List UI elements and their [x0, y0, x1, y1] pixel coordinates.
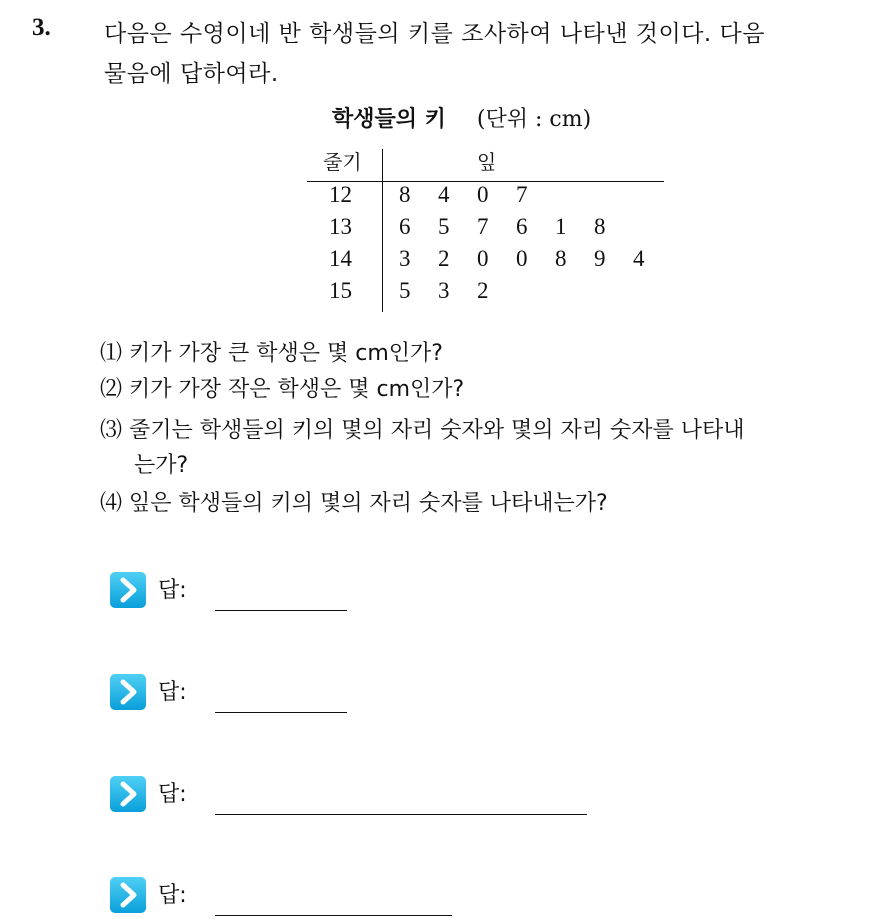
table-title	[332, 102, 591, 133]
leaf-value: 4	[438, 182, 450, 207]
leaf-value: 3	[399, 246, 411, 271]
subquestion-4: ⑷ 잎은 학생들의 키의 몇의 자리 숫자를 나타내는가?	[100, 491, 608, 516]
chevron-right-icon	[110, 674, 146, 710]
answer-blank[interactable]	[215, 610, 347, 611]
answer-label: 답:	[158, 680, 187, 705]
subquestion-3-cont: 는가?	[134, 453, 189, 478]
chevron-right-icon	[110, 776, 146, 812]
table-unit: (단위 : cm)	[476, 107, 592, 132]
question-number: 3.	[32, 14, 51, 41]
leaf-value: 5	[399, 278, 411, 303]
stem-value: 12	[329, 182, 352, 207]
answer-blank[interactable]	[215, 814, 587, 815]
subquestion-3: ⑶ 줄기는 학생들의 키의 몇의 자리 숫자와 몇의 자리 숫자를 나타내	[100, 418, 745, 443]
leaf-value: 2	[438, 246, 450, 271]
answer-blank[interactable]	[215, 915, 452, 916]
answer-label: 답:	[158, 883, 187, 908]
question-stem	[104, 14, 864, 94]
question-line-2: 물음에 답하여라.	[104, 61, 279, 87]
answer-blank[interactable]	[215, 712, 347, 713]
leaf-value: 8	[399, 182, 411, 207]
leaf-value: 2	[477, 278, 489, 303]
answer-label: 답:	[158, 578, 187, 603]
leaf-value: 5	[438, 214, 450, 239]
leaf-value: 3	[438, 278, 450, 303]
stem-value: 15	[329, 278, 352, 303]
question-line-1: 다음은 수영이네 반 학생들의 키를 조사하여 나타낸 것이다. 다음	[104, 21, 765, 47]
chevron-right-icon	[110, 572, 146, 608]
leaf-value: 8	[594, 214, 606, 239]
leaf-value: 6	[516, 214, 528, 239]
leaf-value: 9	[594, 246, 606, 271]
subquestion-2: ⑵ 키가 가장 작은 학생은 몇 cm인가?	[100, 377, 465, 402]
leaf-value: 7	[477, 214, 489, 239]
stem-value: 14	[329, 246, 352, 271]
answer-label: 답:	[158, 782, 187, 807]
stem-leaf-row	[307, 246, 664, 278]
table-title-main: 학생들의 키	[332, 107, 446, 132]
leaf-value: 4	[633, 246, 645, 271]
leaf-value: 0	[477, 182, 489, 207]
stem-header: 줄기	[323, 150, 362, 174]
stem-leaf-row	[307, 278, 664, 310]
leaf-header: 잎	[477, 150, 497, 174]
stem-leaf-row	[307, 182, 664, 214]
leaf-value: 7	[516, 182, 528, 207]
leaf-value: 1	[555, 214, 567, 239]
stem-leaf-row	[307, 214, 664, 246]
leaf-value: 0	[477, 246, 489, 271]
subquestion-1: ⑴ 키가 가장 큰 학생은 몇 cm인가?	[100, 341, 443, 366]
stem-value: 13	[329, 214, 352, 239]
leaf-value: 0	[516, 246, 528, 271]
stem-leaf-plot	[307, 146, 664, 312]
leaf-value: 6	[399, 214, 411, 239]
leaf-value: 8	[555, 246, 567, 271]
chevron-right-icon	[110, 877, 146, 913]
